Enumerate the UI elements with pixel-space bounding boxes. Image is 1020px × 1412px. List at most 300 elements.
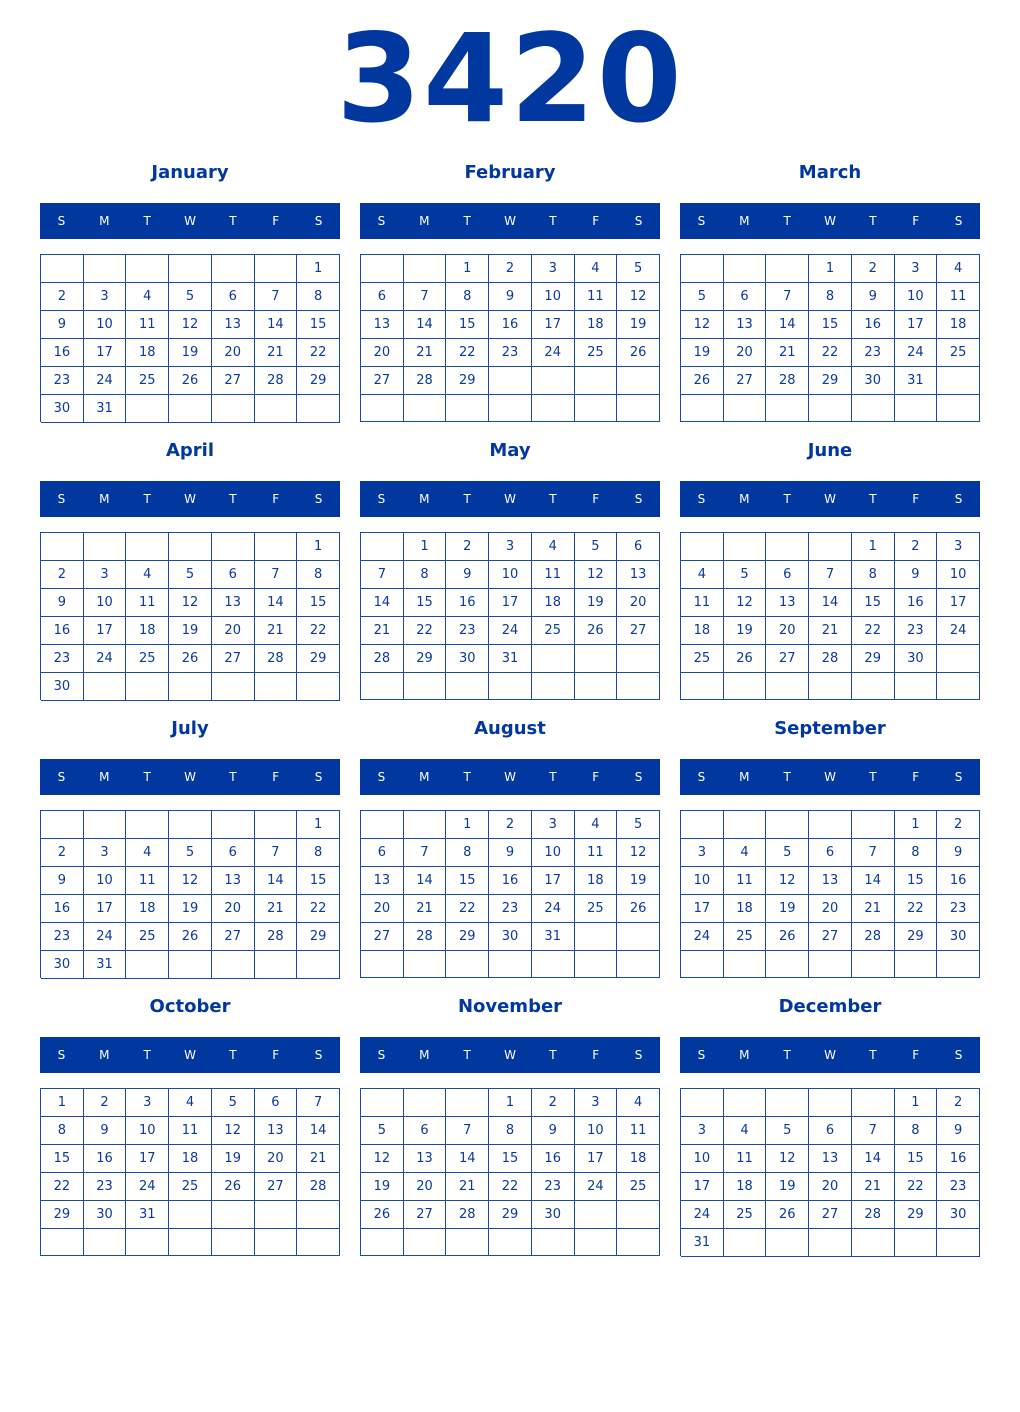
day-cell: 22 <box>297 617 340 645</box>
day-cell: 4 <box>126 283 169 311</box>
weekday-label: S <box>634 492 643 506</box>
empty-day-cell <box>724 533 767 561</box>
day-cell: 12 <box>169 589 212 617</box>
empty-day-cell <box>724 673 767 700</box>
weekday-label: W <box>504 214 516 228</box>
empty-day-cell <box>617 951 660 978</box>
day-cell: 28 <box>255 367 298 395</box>
empty-day-cell <box>169 1229 212 1256</box>
day-cell: 15 <box>446 311 489 339</box>
day-cell: 7 <box>297 1089 340 1117</box>
weekday-label: W <box>504 1048 516 1062</box>
empty-day-cell <box>126 1229 169 1256</box>
day-cell: 6 <box>212 283 255 311</box>
day-cell: 10 <box>937 561 980 589</box>
day-cell: 1 <box>404 533 447 561</box>
day-cell: 5 <box>575 533 618 561</box>
day-cell: 13 <box>809 1145 852 1173</box>
day-cell: 1 <box>297 255 340 283</box>
day-cell: 3 <box>84 283 127 311</box>
day-cell: 9 <box>41 867 84 895</box>
day-cell: 15 <box>895 1145 938 1173</box>
day-cell: 8 <box>446 283 489 311</box>
weekday-label: M <box>739 492 750 506</box>
day-cell: 8 <box>297 839 340 867</box>
empty-day-cell <box>297 395 340 423</box>
day-cell: 6 <box>617 533 660 561</box>
day-cell: 14 <box>852 1145 895 1173</box>
day-grid <box>40 532 340 700</box>
weekday-label: T <box>869 214 877 228</box>
day-cell: 17 <box>681 895 724 923</box>
day-cell: 28 <box>255 645 298 673</box>
day-cell: 25 <box>169 1173 212 1201</box>
empty-day-cell <box>126 255 169 283</box>
weekday-header <box>40 481 340 517</box>
weekday-header <box>40 1037 340 1073</box>
day-cell: 2 <box>895 533 938 561</box>
day-cell: 16 <box>41 617 84 645</box>
day-cell: 19 <box>361 1173 404 1201</box>
day-cell: 8 <box>852 561 895 589</box>
empty-day-cell <box>681 673 724 700</box>
empty-day-cell <box>575 395 618 422</box>
day-cell: 28 <box>852 1201 895 1229</box>
day-cell: 16 <box>489 867 532 895</box>
weekday-label: T <box>463 214 471 228</box>
empty-day-cell <box>852 1089 895 1117</box>
day-cell: 20 <box>212 895 255 923</box>
empty-day-cell <box>297 673 340 701</box>
day-cell: 3 <box>84 561 127 589</box>
day-cell: 20 <box>724 339 767 367</box>
day-cell: 1 <box>297 811 340 839</box>
day-cell: 18 <box>126 339 169 367</box>
day-cell: 17 <box>489 589 532 617</box>
day-cell: 9 <box>489 283 532 311</box>
empty-day-cell <box>766 1089 809 1117</box>
day-cell: 17 <box>532 867 575 895</box>
day-cell: 22 <box>297 339 340 367</box>
day-cell: 4 <box>617 1089 660 1117</box>
weekday-label: T <box>783 1048 791 1062</box>
day-cell: 11 <box>937 283 980 311</box>
day-cell: 15 <box>809 311 852 339</box>
day-cell: 5 <box>169 561 212 589</box>
day-cell: 27 <box>361 923 404 951</box>
day-cell: 11 <box>575 283 618 311</box>
day-cell: 27 <box>212 645 255 673</box>
empty-day-cell <box>575 923 618 951</box>
day-cell: 14 <box>361 589 404 617</box>
weekday-label: W <box>824 492 836 506</box>
day-cell: 27 <box>212 923 255 951</box>
day-cell: 5 <box>766 839 809 867</box>
empty-day-cell <box>255 673 298 701</box>
empty-day-cell <box>169 255 212 283</box>
empty-day-cell <box>489 367 532 395</box>
empty-day-cell <box>617 1229 660 1256</box>
empty-day-cell <box>361 533 404 561</box>
day-cell: 28 <box>766 367 809 395</box>
weekday-label: M <box>739 214 750 228</box>
weekday-label: S <box>377 214 386 228</box>
day-cell: 29 <box>404 645 447 673</box>
day-cell: 22 <box>446 339 489 367</box>
day-cell: 27 <box>255 1173 298 1201</box>
day-cell: 3 <box>681 839 724 867</box>
day-cell: 10 <box>895 283 938 311</box>
day-cell: 7 <box>255 839 298 867</box>
day-cell: 22 <box>446 895 489 923</box>
day-cell: 17 <box>84 617 127 645</box>
day-cell: 9 <box>895 561 938 589</box>
empty-day-cell <box>212 1229 255 1256</box>
day-cell: 29 <box>809 367 852 395</box>
day-cell: 13 <box>212 311 255 339</box>
day-cell: 19 <box>169 339 212 367</box>
weekday-label: W <box>824 1048 836 1062</box>
weekday-label: S <box>314 492 323 506</box>
empty-day-cell <box>212 811 255 839</box>
weekday-label: M <box>419 492 430 506</box>
day-cell: 14 <box>766 311 809 339</box>
day-cell: 13 <box>617 561 660 589</box>
day-cell: 5 <box>169 283 212 311</box>
day-cell: 9 <box>532 1117 575 1145</box>
day-grid <box>680 810 980 978</box>
day-cell: 28 <box>404 367 447 395</box>
empty-day-cell <box>404 395 447 422</box>
day-cell: 6 <box>212 839 255 867</box>
empty-day-cell <box>126 811 169 839</box>
day-cell: 27 <box>809 1201 852 1229</box>
weekday-header <box>680 759 980 795</box>
weekday-label: T <box>463 1048 471 1062</box>
empty-day-cell <box>404 1229 447 1256</box>
empty-day-cell <box>532 1229 575 1256</box>
day-cell: 20 <box>361 895 404 923</box>
day-cell: 20 <box>212 617 255 645</box>
weekday-label: W <box>824 770 836 784</box>
day-cell: 14 <box>852 867 895 895</box>
day-cell: 11 <box>126 589 169 617</box>
weekday-header <box>40 203 340 239</box>
day-cell: 26 <box>766 1201 809 1229</box>
day-cell: 7 <box>852 1117 895 1145</box>
day-cell: 12 <box>724 589 767 617</box>
empty-day-cell <box>724 811 767 839</box>
day-cell: 18 <box>575 311 618 339</box>
weekday-label: T <box>229 492 237 506</box>
weekday-label: T <box>143 492 151 506</box>
day-cell: 23 <box>937 1173 980 1201</box>
empty-day-cell <box>681 1089 724 1117</box>
empty-day-cell <box>852 673 895 700</box>
empty-day-cell <box>41 811 84 839</box>
day-cell: 24 <box>84 923 127 951</box>
empty-day-cell <box>446 673 489 700</box>
empty-day-cell <box>937 395 980 422</box>
day-cell: 31 <box>681 1229 724 1257</box>
day-cell: 14 <box>404 311 447 339</box>
day-cell: 8 <box>895 839 938 867</box>
empty-day-cell <box>297 1201 340 1229</box>
day-cell: 21 <box>404 895 447 923</box>
day-cell: 18 <box>532 589 575 617</box>
empty-day-cell <box>84 255 127 283</box>
empty-day-cell <box>575 645 618 673</box>
day-cell: 6 <box>809 839 852 867</box>
weekday-header <box>680 1037 980 1073</box>
empty-day-cell <box>361 1229 404 1256</box>
day-cell: 30 <box>84 1201 127 1229</box>
weekday-label: F <box>272 770 280 784</box>
weekday-label: F <box>912 770 920 784</box>
weekday-label: S <box>314 770 323 784</box>
day-cell: 20 <box>766 617 809 645</box>
day-cell: 12 <box>766 1145 809 1173</box>
weekday-label: F <box>912 1048 920 1062</box>
day-cell: 1 <box>895 811 938 839</box>
day-cell: 6 <box>724 283 767 311</box>
empty-day-cell <box>361 255 404 283</box>
empty-day-cell <box>126 395 169 423</box>
day-cell: 25 <box>724 1201 767 1229</box>
day-cell: 5 <box>681 283 724 311</box>
day-cell: 17 <box>84 895 127 923</box>
day-cell: 23 <box>41 923 84 951</box>
empty-day-cell <box>446 1089 489 1117</box>
weekday-label: M <box>99 1048 110 1062</box>
day-cell: 23 <box>446 617 489 645</box>
day-cell: 5 <box>212 1089 255 1117</box>
empty-day-cell <box>937 1229 980 1257</box>
day-grid <box>360 532 660 700</box>
day-cell: 3 <box>937 533 980 561</box>
day-cell: 22 <box>404 617 447 645</box>
day-cell: 13 <box>255 1117 298 1145</box>
day-cell: 17 <box>532 311 575 339</box>
day-cell: 25 <box>575 895 618 923</box>
empty-day-cell <box>489 673 532 700</box>
day-cell: 1 <box>489 1089 532 1117</box>
weekday-label: M <box>419 214 430 228</box>
day-cell: 13 <box>724 311 767 339</box>
day-cell: 11 <box>126 867 169 895</box>
day-cell: 8 <box>404 561 447 589</box>
empty-day-cell <box>255 811 298 839</box>
day-cell: 24 <box>895 339 938 367</box>
empty-day-cell <box>532 645 575 673</box>
day-cell: 27 <box>766 645 809 673</box>
empty-day-cell <box>895 673 938 700</box>
day-cell: 7 <box>446 1117 489 1145</box>
day-cell: 2 <box>937 811 980 839</box>
day-cell: 17 <box>937 589 980 617</box>
day-cell: 24 <box>937 617 980 645</box>
empty-day-cell <box>895 951 938 978</box>
day-cell: 25 <box>532 617 575 645</box>
day-cell: 3 <box>84 839 127 867</box>
weekday-label: F <box>272 214 280 228</box>
day-cell: 21 <box>255 895 298 923</box>
day-cell: 16 <box>895 589 938 617</box>
day-cell: 9 <box>937 839 980 867</box>
day-cell: 9 <box>41 589 84 617</box>
day-cell: 7 <box>766 283 809 311</box>
day-cell: 18 <box>681 617 724 645</box>
empty-day-cell <box>255 1201 298 1229</box>
day-cell: 23 <box>489 339 532 367</box>
day-cell: 31 <box>84 395 127 423</box>
day-cell: 12 <box>361 1145 404 1173</box>
day-cell: 31 <box>126 1201 169 1229</box>
day-cell: 30 <box>489 923 532 951</box>
weekday-label: F <box>592 1048 600 1062</box>
day-cell: 15 <box>297 867 340 895</box>
day-cell: 10 <box>84 311 127 339</box>
day-cell: 21 <box>361 617 404 645</box>
empty-day-cell <box>361 1089 404 1117</box>
day-cell: 22 <box>895 895 938 923</box>
empty-day-cell <box>809 1089 852 1117</box>
empty-day-cell <box>852 1229 895 1257</box>
day-cell: 22 <box>809 339 852 367</box>
weekday-label: T <box>549 214 557 228</box>
day-cell: 17 <box>681 1173 724 1201</box>
day-grid <box>40 254 340 422</box>
empty-day-cell <box>937 673 980 700</box>
day-cell: 3 <box>895 255 938 283</box>
day-cell: 13 <box>212 867 255 895</box>
day-cell: 1 <box>297 533 340 561</box>
weekday-label: W <box>504 492 516 506</box>
weekday-label: S <box>954 492 963 506</box>
day-grid <box>360 254 660 422</box>
day-cell: 1 <box>895 1089 938 1117</box>
day-cell: 29 <box>852 645 895 673</box>
empty-day-cell <box>681 533 724 561</box>
day-cell: 5 <box>169 839 212 867</box>
day-cell: 18 <box>617 1145 660 1173</box>
day-cell: 11 <box>575 839 618 867</box>
day-cell: 2 <box>852 255 895 283</box>
day-cell: 15 <box>297 311 340 339</box>
day-cell: 26 <box>617 339 660 367</box>
empty-day-cell <box>297 1229 340 1256</box>
day-cell: 30 <box>852 367 895 395</box>
weekday-label: M <box>99 214 110 228</box>
day-cell: 26 <box>617 895 660 923</box>
day-cell: 29 <box>297 367 340 395</box>
day-cell: 20 <box>809 895 852 923</box>
day-cell: 12 <box>766 867 809 895</box>
weekday-label: S <box>954 1048 963 1062</box>
month-title: April <box>165 440 215 461</box>
weekday-label: S <box>697 1048 706 1062</box>
day-cell: 20 <box>809 1173 852 1201</box>
empty-day-cell <box>724 395 767 422</box>
day-cell: 10 <box>84 867 127 895</box>
weekday-label: F <box>912 214 920 228</box>
weekday-header <box>680 481 980 517</box>
day-cell: 15 <box>446 867 489 895</box>
day-cell: 21 <box>766 339 809 367</box>
day-cell: 23 <box>489 895 532 923</box>
day-cell: 10 <box>681 1145 724 1173</box>
day-cell: 22 <box>489 1173 532 1201</box>
day-cell: 4 <box>937 255 980 283</box>
day-grid <box>360 1088 660 1256</box>
day-cell: 2 <box>489 255 532 283</box>
day-cell: 16 <box>84 1145 127 1173</box>
day-cell: 7 <box>255 283 298 311</box>
empty-day-cell <box>169 1201 212 1229</box>
day-cell: 4 <box>126 561 169 589</box>
weekday-label: S <box>697 492 706 506</box>
empty-day-cell <box>532 673 575 700</box>
empty-day-cell <box>212 673 255 701</box>
empty-day-cell <box>169 951 212 979</box>
day-cell: 21 <box>297 1145 340 1173</box>
day-cell: 22 <box>297 895 340 923</box>
empty-day-cell <box>617 395 660 422</box>
empty-day-cell <box>895 395 938 422</box>
day-cell: 10 <box>84 589 127 617</box>
day-cell: 31 <box>84 951 127 979</box>
day-cell: 9 <box>937 1117 980 1145</box>
day-cell: 22 <box>895 1173 938 1201</box>
weekday-label: S <box>634 770 643 784</box>
day-cell: 30 <box>937 1201 980 1229</box>
day-cell: 29 <box>446 367 489 395</box>
day-cell: 6 <box>809 1117 852 1145</box>
day-grid <box>680 1088 980 1256</box>
weekday-header <box>360 203 660 239</box>
day-cell: 2 <box>41 561 84 589</box>
empty-day-cell <box>212 951 255 979</box>
day-cell: 25 <box>126 645 169 673</box>
weekday-label: S <box>57 770 66 784</box>
weekday-label: S <box>57 1048 66 1062</box>
day-cell: 7 <box>809 561 852 589</box>
day-cell: 3 <box>681 1117 724 1145</box>
empty-day-cell <box>937 367 980 395</box>
day-cell: 16 <box>489 311 532 339</box>
day-cell: 16 <box>446 589 489 617</box>
day-cell: 15 <box>895 867 938 895</box>
empty-day-cell <box>126 951 169 979</box>
day-cell: 4 <box>169 1089 212 1117</box>
day-cell: 28 <box>809 645 852 673</box>
month-title: March <box>798 162 862 183</box>
day-cell: 3 <box>126 1089 169 1117</box>
day-cell: 29 <box>297 923 340 951</box>
weekday-label: F <box>912 492 920 506</box>
day-cell: 14 <box>255 867 298 895</box>
day-grid <box>40 810 340 978</box>
empty-day-cell <box>937 645 980 673</box>
day-cell: 10 <box>532 283 575 311</box>
month-title: February <box>464 162 556 183</box>
empty-day-cell <box>681 395 724 422</box>
empty-day-cell <box>404 951 447 978</box>
empty-day-cell <box>404 1089 447 1117</box>
empty-day-cell <box>404 673 447 700</box>
day-cell: 15 <box>297 589 340 617</box>
day-cell: 16 <box>41 895 84 923</box>
